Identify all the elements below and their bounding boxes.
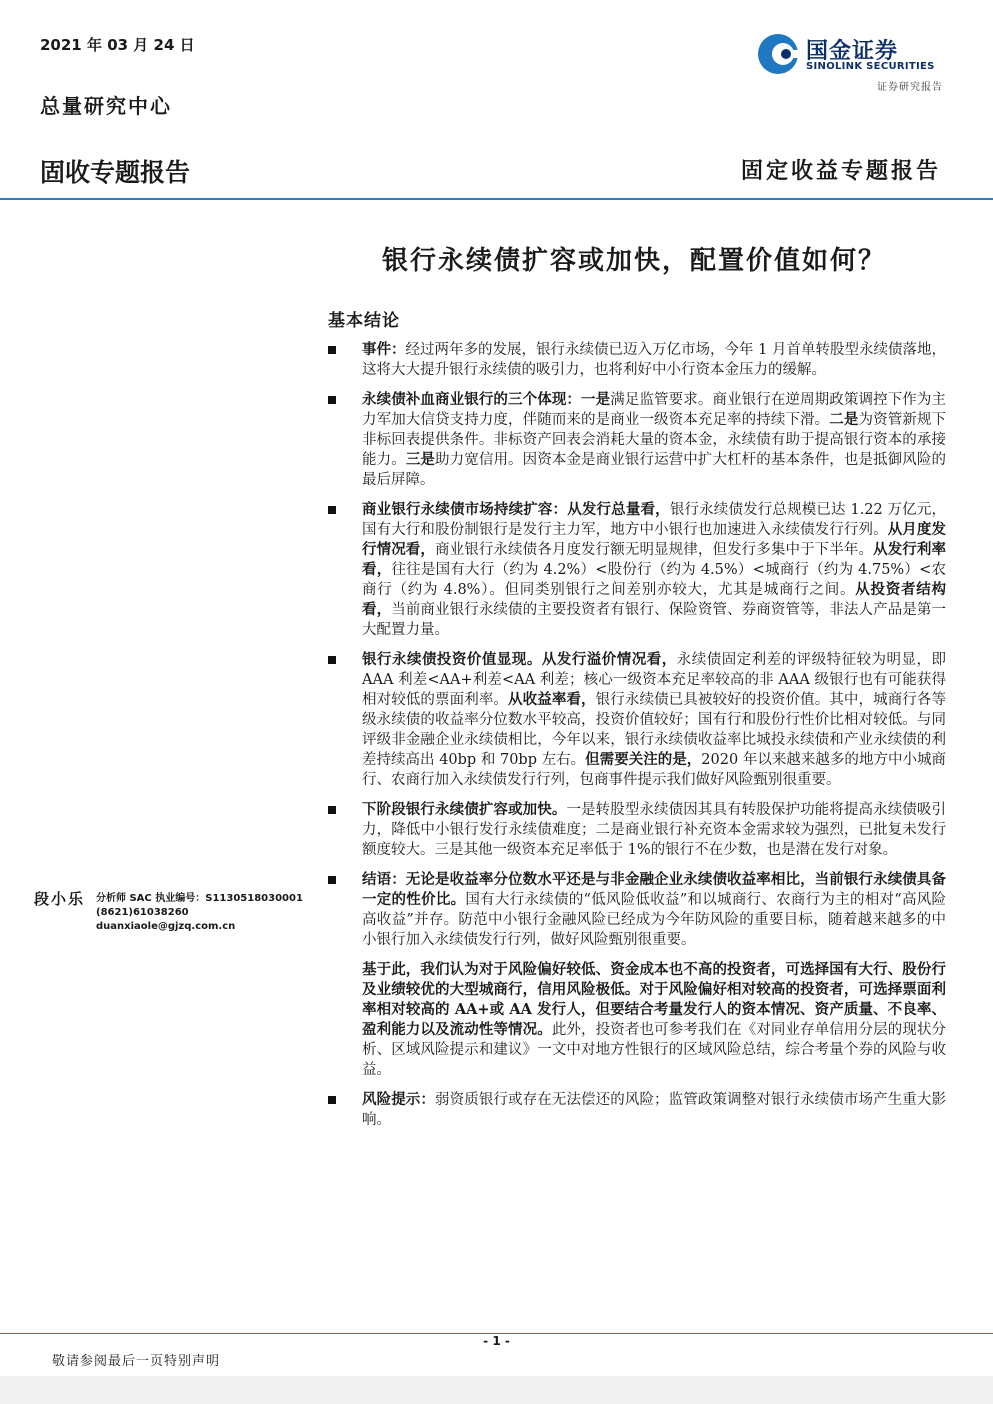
conclusion-item (326, 500, 946, 640)
research-center: 总量研究中心 (40, 94, 172, 118)
bold-text: 基于此，我们认为对于风险偏好较低、资金成本也不高的投资者，可选择国有大行、股份行及业绩较优的大型城商行，信用风险极低。对于风险偏好相对较高的投资者，可选择票面利率相对较高的 AA+或 AA 发行人，但要结合考量发行人的资本情况、资产质量、不良率、盈利能力以及流动性等情况。 (362, 961, 946, 1038)
body-text: 弱资质银行或存在无法偿还的风险；监管政策调整对银行永续债市场产生重大影响。 (362, 1092, 946, 1128)
body-text: 银行永续债已具被较好的投资价值。其中，城商行各等级永续债的收益率分位数水平较高，投资价值较好；国有行和股份行性价比相对较低。与同评级非金融企业永续债相比，今年以来，银行永续债收益率比城投永续债和产业永续债的利差持续高出 40bp 和 70bp 左右。 (362, 692, 947, 768)
bold-text: 从投资者结构看， (362, 581, 947, 618)
bold-text: 但需要关注的是， (585, 751, 702, 768)
bold-text: 商业银行永续债市场持续扩容：从发行总量看， (362, 501, 670, 518)
author-info (96, 892, 303, 934)
disclaimer: 敬请参阅最后一页特别声明 (52, 1354, 221, 1369)
body-text: 一是转股型永续债因其具有转股保护功能将提高永续债吸引力，降低中小银行发行永续债难度；二是商业银行补充资本金需求较为强烈，已批复未发行额度较大。三是其他一级资本充足率低于 1%的银行不在少数，也是潜在发行对象。 (362, 802, 946, 858)
sinolink-logo-icon (756, 32, 800, 76)
bullet-square-icon (328, 876, 336, 884)
conclusion-item (326, 1090, 946, 1130)
bullet-square-icon (328, 806, 336, 814)
body-text: 当前商业银行永续债的主要投资者有银行、保险资管、券商资管等，非法人产品是第一大配置力量。 (362, 602, 947, 638)
bullet-square-icon (328, 1096, 336, 1104)
bold-text: 风险提示： (362, 1091, 436, 1108)
report-type-right: 固定收益专题报告 (740, 158, 941, 184)
logo-text-cn: 国金证券 (806, 39, 899, 64)
author-phone: (8621)61038260 (96, 907, 189, 918)
body-text: 助力宽信用。因资本金是商业银行运营中扩大杠杆的基本条件，也是抵御风险的最后屏障。 (362, 452, 947, 488)
conclusion-item (326, 650, 946, 790)
bullet-square-icon (328, 656, 336, 664)
conclusion-item (326, 340, 946, 380)
body-text: 永续债固定利差的评级特征较为明显，即 AAA 利差<AA+利差<AA 利差；核心一级资本充足率较高的非 AAA 级银行也有可能获得相对较低的票面利率。 (362, 652, 947, 708)
report-title: 银行永续债扩容或加快，配置价值如何？ (381, 246, 886, 276)
body-text: 满足监管要求。商业银行在逆周期政策调控下作为主力军加大信贷支持力度，伴随而来的是商业一级资本充足率的持续下滑。 (362, 392, 947, 428)
bold-text: 下阶段银行永续债扩容或加快。 (362, 801, 567, 818)
body-text: 往往是国有大行（约为 4.2%）<股份行（约为 4.5%）<城商行（约为 4.75%）<农商行（约为 4.8%）。但同类别银行之间差别亦较大，尤其是城商行之间。 (362, 562, 947, 598)
body-text: 国有大行永续债的“低风险低收益”和以城商行、农商行为主的相对“高风险高收益”并存。防范中小银行金融风险已经成为今年防风险的重要目标，随着越来越多的中小银行加入永续债发行行列，做好风险甄别很重要。 (362, 892, 946, 948)
bullet-square-icon (328, 346, 336, 354)
author-name: 段小乐 (34, 890, 86, 908)
footer-band (0, 1376, 993, 1404)
body-text: 为资管新规下非标回表提供条件。非标资产回表会消耗大量的资本金，永续债有助于提高银行资本的承接能力。 (362, 412, 947, 468)
body-text: 2020 年以来越来越多的地方中小城商行、农商行加入永续债发行行列，包商事件提示我们做好风险甄别很重要。 (362, 752, 947, 788)
section-heading: 基本结论 (328, 311, 400, 331)
conclusion-item (326, 390, 946, 490)
body-text: 经过两年多的发展，银行永续债已迈入万亿市场，今年 1 月首单转股型永续债落地，这将大大提升银行永续债的吸引力，也将利好中小行资本金压力的缓解。 (362, 342, 946, 378)
bold-text: 事件： (362, 341, 406, 358)
body-text: 此外，投资者也可参考我们在《对同业存单信用分层的现状分析、区域风险提示和建议》一文中对地方性银行的区域风险总结，综合考量个券的风险与收益。 (362, 1022, 947, 1078)
logo-text-en: SINOLINK SECURITIES (806, 61, 935, 72)
bold-text: 从发行利率看， (362, 541, 947, 578)
author-cert: 分析师 SAC 执业编号：S1130518030001 (96, 893, 303, 904)
bold-text: 二是 (829, 411, 859, 428)
header-divider (0, 198, 993, 200)
bold-text: 永续债补血商业银行的三个体现：一是 (362, 391, 611, 408)
bullet-square-icon (328, 396, 336, 404)
report-type-left: 固收专题报告 (40, 158, 191, 187)
bold-text: 从月度发行情况看， (362, 521, 947, 558)
bold-text: 从收益率看， (508, 691, 596, 708)
logo-subtitle: 证券研究报告 (877, 82, 943, 93)
bold-text: 银行永续债投资价值显现。从发行溢价情况看， (362, 651, 677, 668)
page-number: - 1 - (483, 1334, 510, 1348)
conclusion-item (326, 960, 946, 1080)
bullet-square-icon (328, 506, 336, 514)
conclusion-item (326, 800, 946, 860)
report-date: 2021 年 03 月 24 日 (40, 36, 195, 54)
body-text: 商业银行永续债各月度发行额无明显规律，但发行多集中于下半年。 (435, 542, 874, 558)
bold-text: 结语：无论是收益率分位数水平还是与非金融企业永续债收益率相比，当前银行永续债具备一定的性价比。 (362, 871, 946, 908)
conclusion-list (326, 340, 946, 1140)
conclusion-item (326, 870, 946, 950)
bold-text: 三是 (405, 451, 436, 468)
body-text: 银行永续债发行总规模已达 1.22 万亿元，国有大行和股份制银行是发行主力军，地方中小银行也加速进入永续债发行行列。 (362, 502, 946, 538)
company-logo (756, 32, 946, 76)
author-email: duanxiaole@gjzq.com.cn (96, 921, 236, 932)
